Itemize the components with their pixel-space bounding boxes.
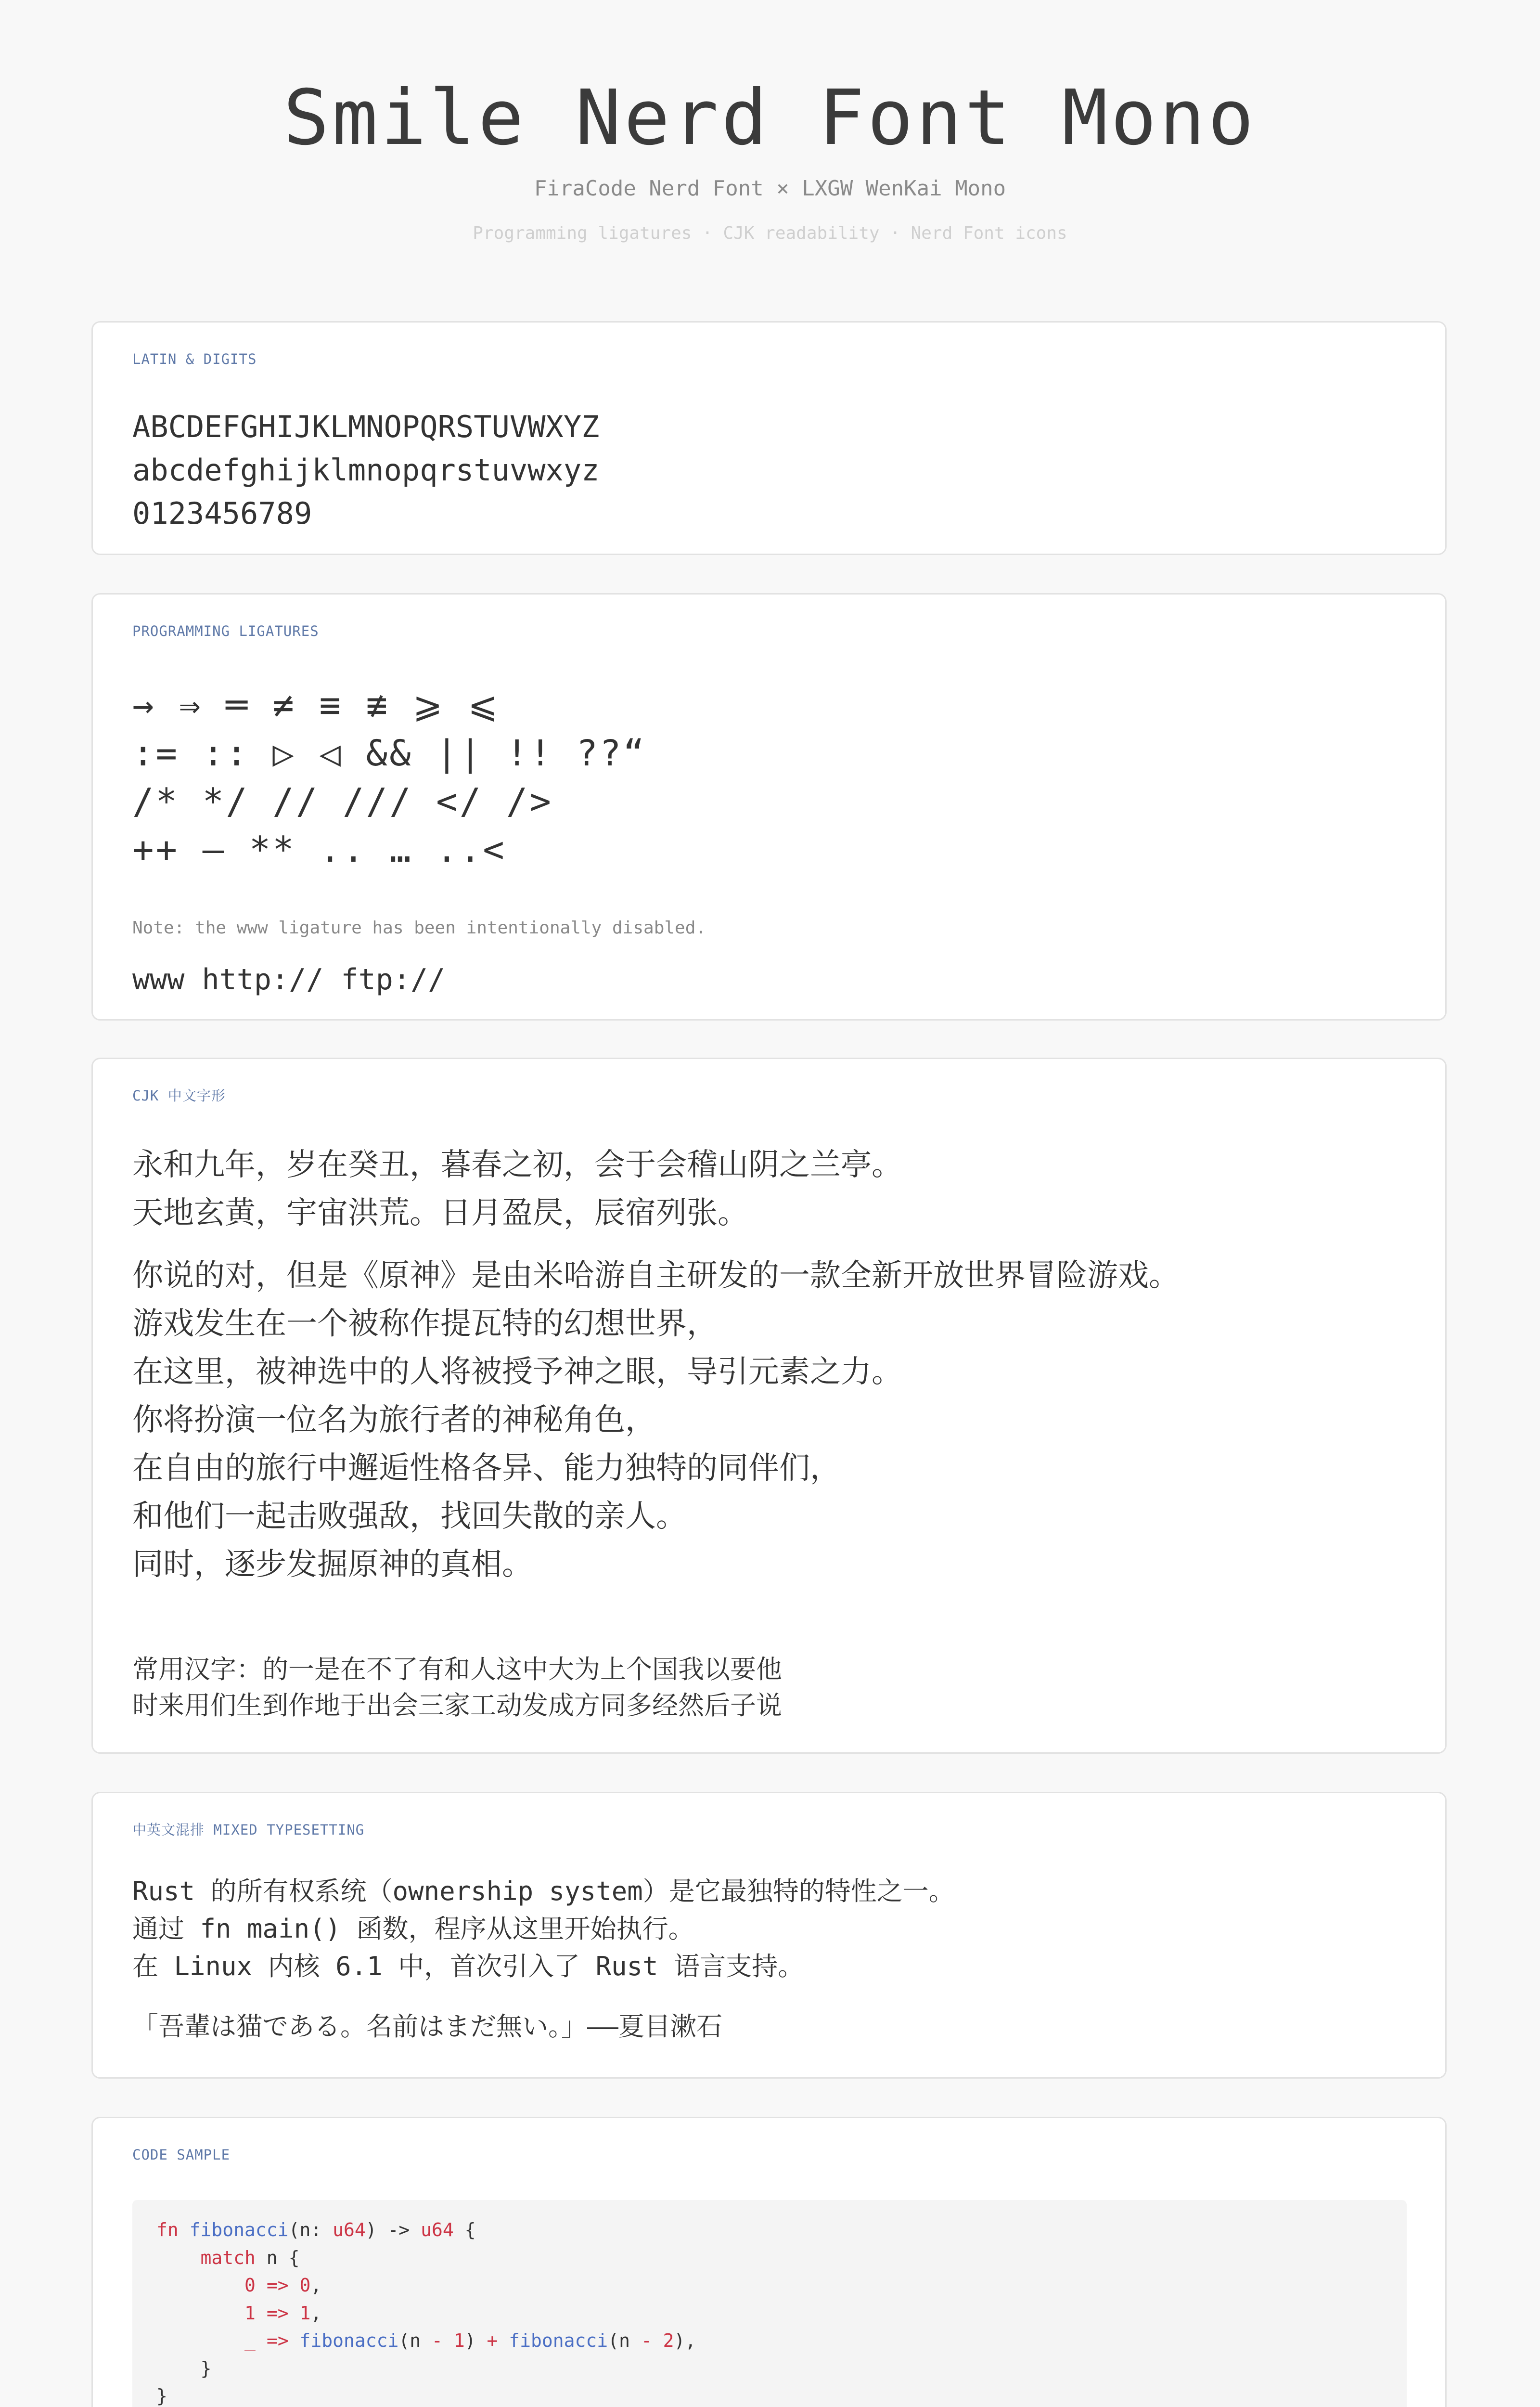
ligatures-card <box>91 593 1447 1021</box>
ligature-sample: www http:// ftp:// <box>132 963 446 996</box>
page-title: Smile Nerd Font Mono <box>283 74 1257 162</box>
cjk-poem-line: 永和九年，岁在癸丑，暮春之初，会于会稽山阴之兰亭。 <box>132 1147 902 1183</box>
mixed-card <box>91 1792 1447 2079</box>
mixed-line: 在 Linux 内核 6.1 中，首次引入了 Rust 语言支持。 <box>132 1951 804 1981</box>
cjk-label: CJK 中文字形 <box>132 1087 226 1104</box>
cjk-prose-line: 你将扮演一位名为旅行者的神秘角色， <box>132 1402 656 1438</box>
page-tagline: Programming ligatures · CJK readability · Nerd Font icons <box>473 223 1067 243</box>
cjk-card <box>91 1058 1447 1754</box>
ligature-row-comments: /* */ // /// </ /> <box>132 781 553 822</box>
latin-digits: 0123456789 <box>132 496 312 531</box>
cjk-prose-line: 游戏发生在一个被称作提瓦特的幻想世界， <box>132 1306 718 1342</box>
cjk-prose-line: 和他们一起击败强敌，找回失散的亲人。 <box>132 1499 687 1534</box>
cjk-poem-line: 天地玄黄，宇宙洪荒。日月盈昃，辰宿列张。 <box>132 1195 748 1231</box>
mixed-label: 中英文混排 MIXED TYPESETTING <box>132 1822 365 1838</box>
cjk-prose-line: 同时，逐步发掘原神的真相。 <box>132 1547 533 1582</box>
mixed-line: 通过 fn main() 函数，程序从这里开始执行。 <box>132 1914 694 1944</box>
mixed-quote: 「吾輩は猫である。名前はまだ無い。」——夏目漱石 <box>132 2011 723 2042</box>
cjk-common-chars: 常用汉字：的一是在不了有和人这中大为上个国我以要他 <box>132 1654 782 1684</box>
cjk-common-chars: 时来用们生到作地于出会三家工动发成方同多经然后子说 <box>132 1690 782 1721</box>
cjk-prose-line: 在自由的旅行中邂逅性格各异、能力独特的同伴们， <box>132 1450 841 1486</box>
code-block <box>132 2200 1407 2407</box>
ligature-row-arrows: → ⇒ ═ ≠ ≡ ≢ ⩾ ⩽ <box>132 685 500 726</box>
cjk-prose-line: 你说的对，但是《原神》是由米哈游自主研发的一款全新开放世界冒险游戏。 <box>132 1258 1180 1294</box>
latin-uppercase: ABCDEFGHIJKLMNOPQRSTUVWXYZ <box>132 409 600 444</box>
page-subtitle: FiraCode Nerd Font × LXGW WenKai Mono <box>534 176 1006 201</box>
code-card <box>91 2117 1447 2407</box>
ligature-row-operators: := :: ▷ ◁ && || !! ??“ <box>132 733 647 774</box>
latin-label: LATIN & DIGITS <box>132 351 257 367</box>
mixed-line: Rust 的所有权系统（ownership system）是它最独特的特性之一。 <box>132 1876 955 1906</box>
latin-card <box>91 321 1447 555</box>
code-text: fn fibonacci(n: u64) -> u64 { match n { 0 => 0, 1 => 1, _ => fibonacci(n - 1) + fibonacci(n - 2), } } <box>156 2219 696 2407</box>
code-label: CODE SAMPLE <box>132 2147 231 2163</box>
ligatures-label: PROGRAMMING LIGATURES <box>132 623 319 639</box>
latin-lowercase: abcdefghijklmnopqrstuvwxyz <box>132 453 600 488</box>
cjk-prose-line: 在这里，被神选中的人将被授予神之眼，导引元素之力。 <box>132 1354 902 1390</box>
ligature-row-misc: ++ — ** .. … ..< <box>132 829 506 870</box>
ligature-note: Note: the www ligature has been intentionally disabled. <box>132 918 706 938</box>
